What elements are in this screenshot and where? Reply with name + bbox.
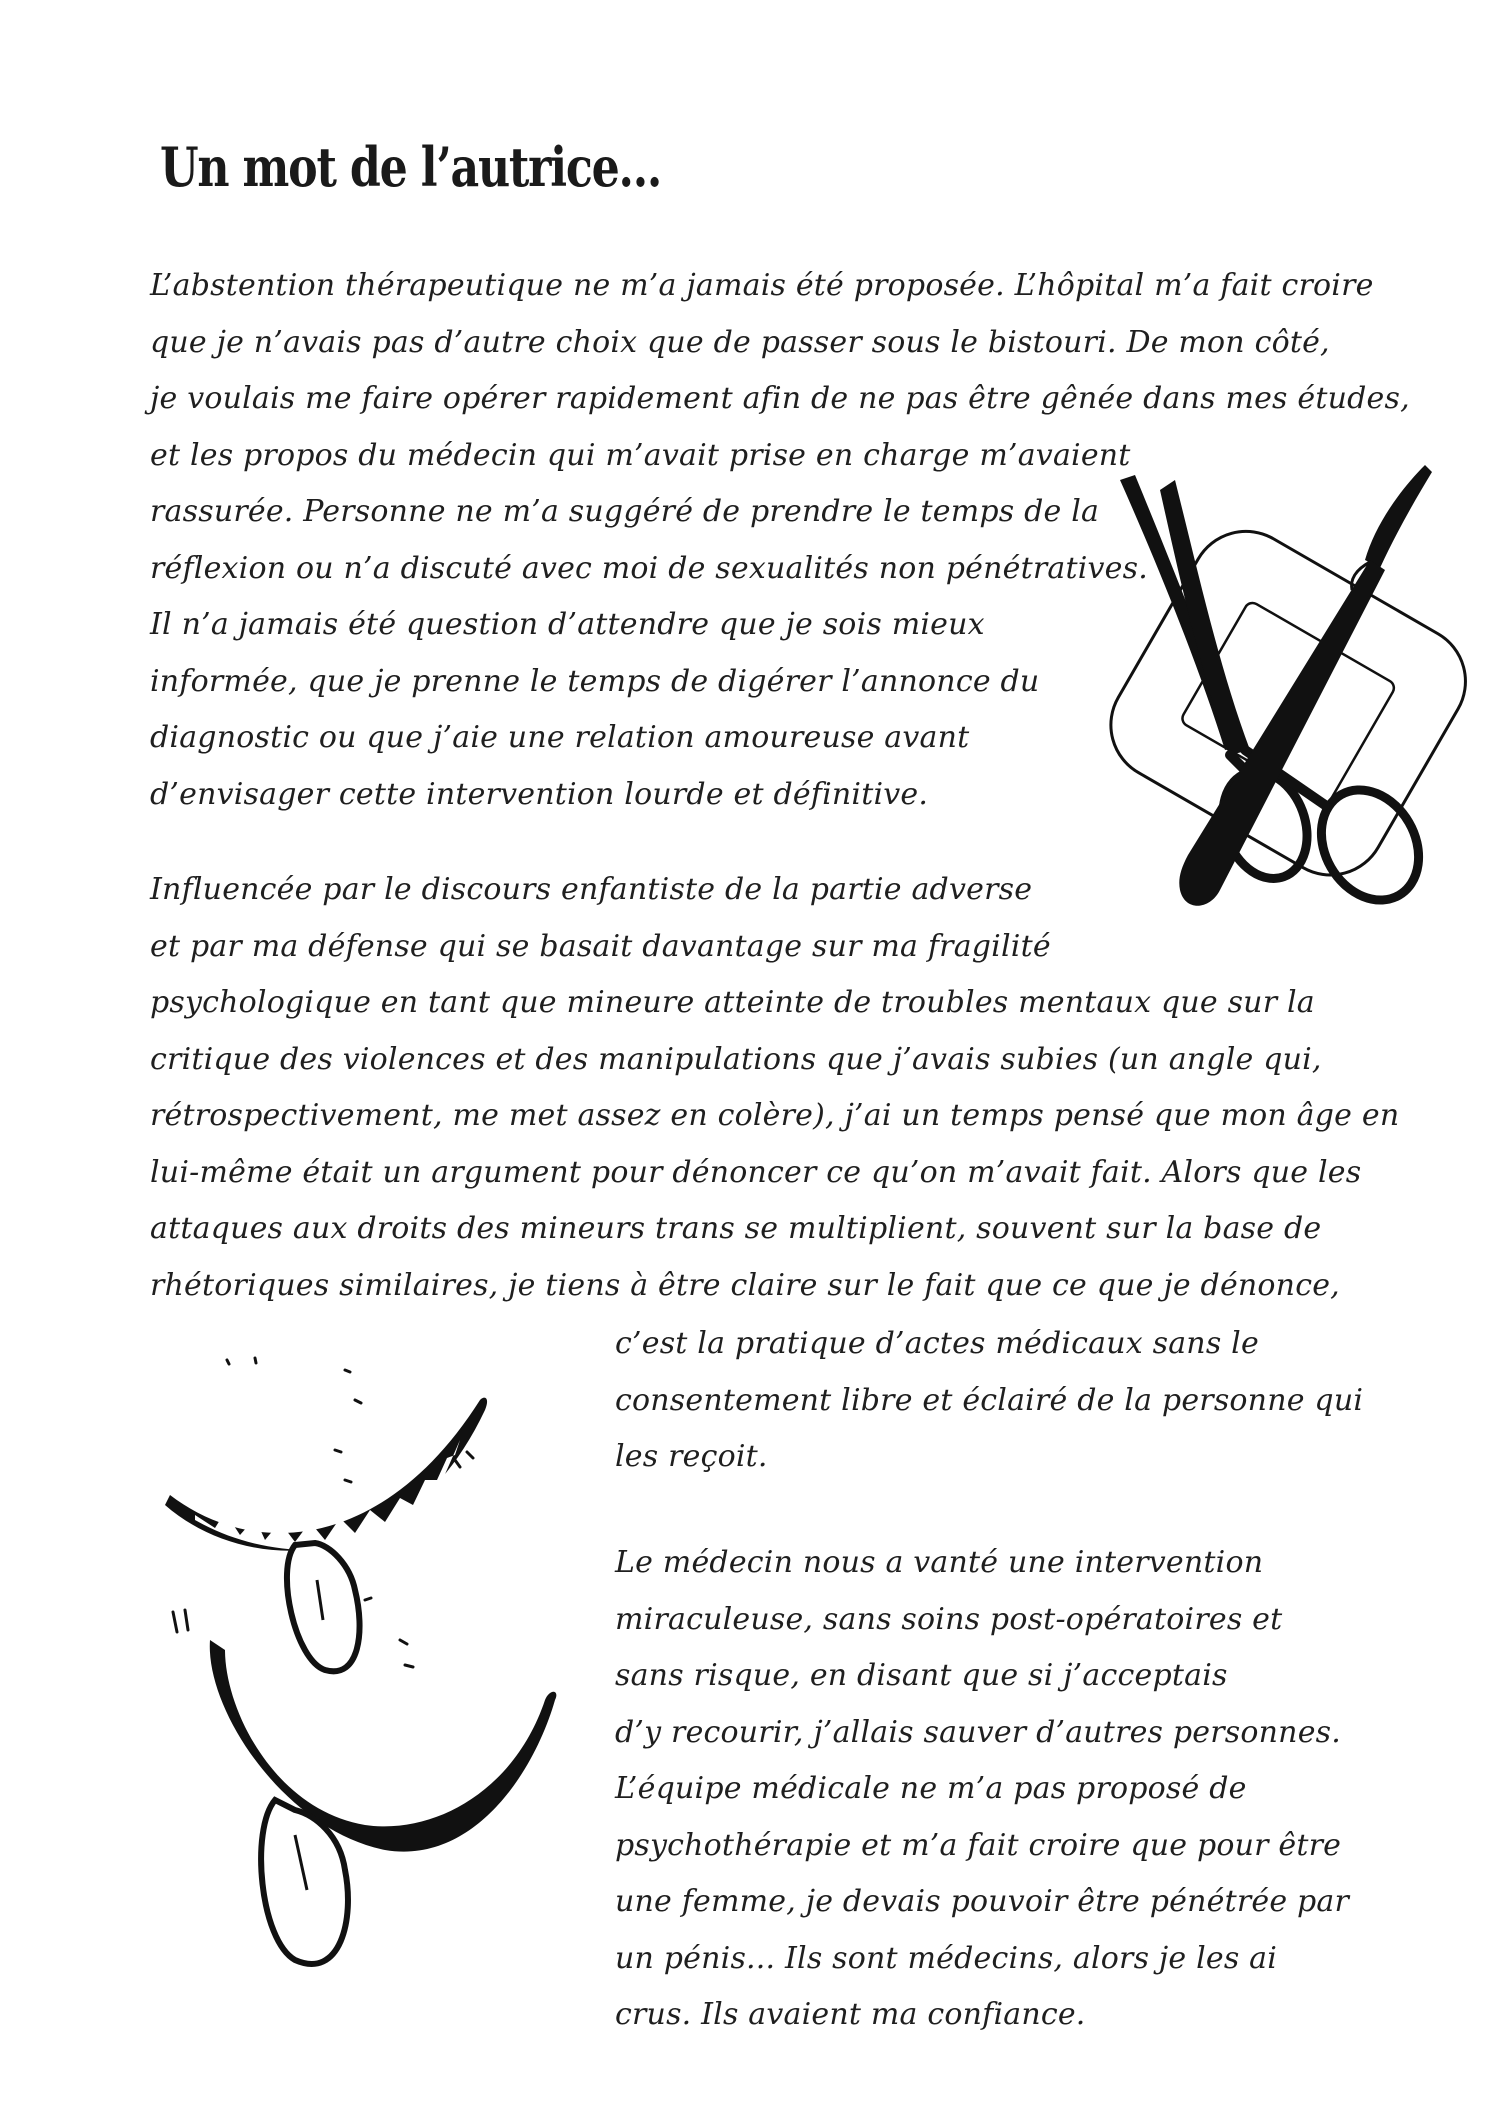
- text-line: attaques aux droits des mineurs trans se multiplient, souvent sur la base de: [150, 1211, 1322, 1246]
- text-line: critique des violences et des manipulations que j’avais subies (un angle qui,: [150, 1041, 1322, 1077]
- text-line: informée, que je prenne le temps de digérer l’annonce du: [150, 663, 1040, 699]
- scalpel-scissors-icon: [1080, 450, 1500, 930]
- text-line: lui-même était un argument pour dénoncer ce qu’on m’avait fait. Alors que les: [150, 1154, 1362, 1190]
- text-line: L’équipe médicale ne m’a pas proposé de: [615, 1771, 1247, 1806]
- text-line: réflexion ou n’a discuté avec moi de sexualités non pénétratives.: [150, 550, 1148, 586]
- text-line: Le médecin nous a vanté une intervention: [615, 1545, 1264, 1580]
- text-line: un pénis... Ils sont médecins, alors je les ai: [615, 1940, 1278, 1976]
- text-line: d’envisager cette intervention lourde et définitive.: [150, 776, 929, 812]
- grinning-mouths-icon: [155, 1330, 605, 2030]
- text-line: Il n’a jamais été question d’attendre que je sois mieux: [150, 607, 985, 642]
- text-line: les reçoit.: [615, 1439, 768, 1474]
- text-line: rhétoriques similaires, je tiens à être claire sur le fait que ce que je dénonce,: [150, 1267, 1340, 1303]
- text-line: L’abstention thérapeutique ne m’a jamais été proposée. L’hôpital m’a fait croire: [150, 268, 1374, 303]
- text-line: une femme, je devais pouvoir être pénétrée par: [615, 1884, 1350, 1919]
- text-line: et les propos du médecin qui m’avait prise en charge m’avaient: [150, 437, 1131, 473]
- text-line: je voulais me faire opérer rapidement afin de ne pas être gênée dans mes études,: [150, 381, 1410, 416]
- text-line: rétrospectivement, me met assez en colère), j’ai un temps pensé que mon âge en: [150, 1098, 1400, 1133]
- page-title: Un mot de l’autrice...: [160, 135, 662, 199]
- text-line: et par ma défense qui se basait davantage sur ma fragilité: [150, 928, 1051, 964]
- text-line: consentement libre et éclairé de la personne qui: [615, 1382, 1364, 1418]
- text-line: rassurée. Personne ne m’a suggéré de prendre le temps de la: [150, 494, 1100, 529]
- text-line: sans risque, en disant que si j’acceptais: [615, 1658, 1228, 1693]
- text-line: c’est la pratique d’actes médicaux sans le: [615, 1326, 1259, 1361]
- text-line: que je n’avais pas d’autre choix que de passer sous le bistouri. De mon côté,: [150, 324, 1330, 360]
- text-line: Influencée par le discours enfantiste de la partie adverse: [150, 872, 1033, 907]
- text-line: psychothérapie et m’a fait croire que pour être: [615, 1827, 1342, 1863]
- text-line: d’y recourir, j’allais sauver d’autres personnes.: [615, 1714, 1341, 1750]
- text-line: diagnostic ou que j’aie une relation amoureuse avant: [150, 720, 970, 755]
- text-line: miraculeuse, sans soins post-opératoires et: [615, 1601, 1283, 1637]
- text-line: psychologique en tant que mineure atteinte de troubles mentaux que sur la: [150, 985, 1315, 1020]
- text-line: crus. Ils avaient ma confiance.: [615, 1997, 1086, 2032]
